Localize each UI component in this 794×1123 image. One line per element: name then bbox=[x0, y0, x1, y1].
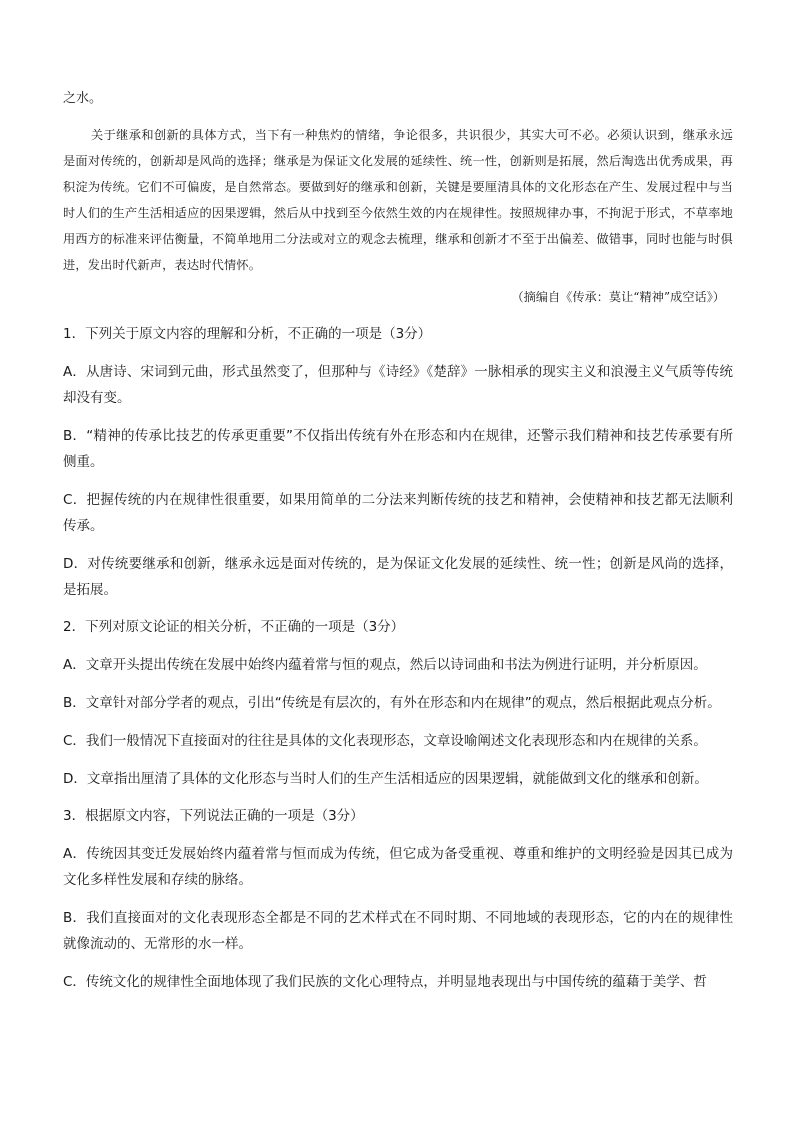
question-1-option-b: B．“精神的传承比技艺的传承更重要”不仅指出传统有外在形态和内在规律，还警示我们精神和技艺传承要有所侧重。 bbox=[63, 428, 733, 470]
question-1-option-d: D．对传统要继承和创新，继承永远是面对传统的，是为保证文化发展的延续性、统一性；创新是风尚的选择，是拓展。 bbox=[63, 556, 733, 598]
passage-fragment: 之水。 bbox=[63, 91, 103, 106]
passage-source: （摘编自《传承：莫让“精神”成空话》） bbox=[511, 290, 725, 304]
question-1-option-a: A．从唐诗、宋词到元曲，形式虽然变了，但那种与《诗经》《楚辞》一脉相承的现实主义和浪漫主义气质等传统却没有变。 bbox=[63, 364, 733, 406]
question-2-option-d: D．文章指出厘清了具体的文化形态与当时人们的生产生活相适应的因果逻辑，就能做到文化的继承和创新。 bbox=[63, 771, 708, 787]
question-2-stem: 2．下列对原文论证的相关分析，不正确的一项是（3分） bbox=[63, 619, 405, 635]
question-1-option-c: C．把握传统的内在规律性很重要，如果用简单的二分法来判断传统的技艺和精神，会使精神和技艺都无法顺利传承。 bbox=[63, 492, 733, 534]
question-1-stem: 1．下列关于原文内容的理解和分析，不正确的一项是（3分） bbox=[63, 326, 432, 342]
question-3-option-b: B．我们直接面对的文化表现形态全都是不同的艺术样式在不同时期、不同地域的表现形态，它的内在的规律性就像流动的、无常形的水一样。 bbox=[63, 910, 733, 952]
exam-page bbox=[63, 86, 733, 995]
question-2-option-c: C．我们一般情况下直接面对的往往是具体的文化表现形态，文章设喻阐述文化表现形态和内在规律的关系。 bbox=[63, 733, 707, 749]
question-2-option-b: B．文章针对部分学者的观点，引出“传统是有层次的，有外在形态和内在规律”的观点，然后根据此观点分析。 bbox=[63, 695, 721, 711]
question-3-option-c: C．传统文化的规律性全面地体现了我们民族的文化心理特点，并明显地表现出与中国传统的蕴藉于美学、哲 bbox=[63, 974, 707, 990]
question-3-option-a: A．传统因其变迁发展始终内蕴着常与恒而成为传统，但它成为备受重视、尊重和维护的文明经验是因其已成为文化多样性发展和存续的脉络。 bbox=[63, 846, 733, 888]
question-2-option-a: A．文章开头提出传统在发展中始终内蕴着常与恒的观点，然后以诗词曲和书法为例进行证明，并分析原因。 bbox=[63, 657, 707, 673]
question-3-stem: 3．根据原文内容，下列说法正确的一项是（3分） bbox=[63, 808, 364, 824]
passage-paragraph: 关于继承和创新的具体方式，当下有一种焦灼的情绪，争论很多，共识很少，其实大可不必。必须认识到，继承永远是面对传统的，创新却是风尚的选择；继承是为保证文化发展的延续性、统一性，创新则是拓展，然后淘选出优秀成果，再积淀为传统。它们不可偏废，是自然常态。要做到好的继承和创新，关键是要厘清具体的文化形态在产生、发展过程中与当时人们的生产生活相适应的因果逻辑，然后从中找到至今依然生效的内在规律性。按照规律办事，不拘泥于形式，不草率地用西方的标准来评估衡量，不简单地用二分法或对立的观念去梳理，继承和创新才不至于出偏差、做错事，同时也能与时俱进，发出时代新声，表达时代情怀。 bbox=[63, 128, 733, 272]
